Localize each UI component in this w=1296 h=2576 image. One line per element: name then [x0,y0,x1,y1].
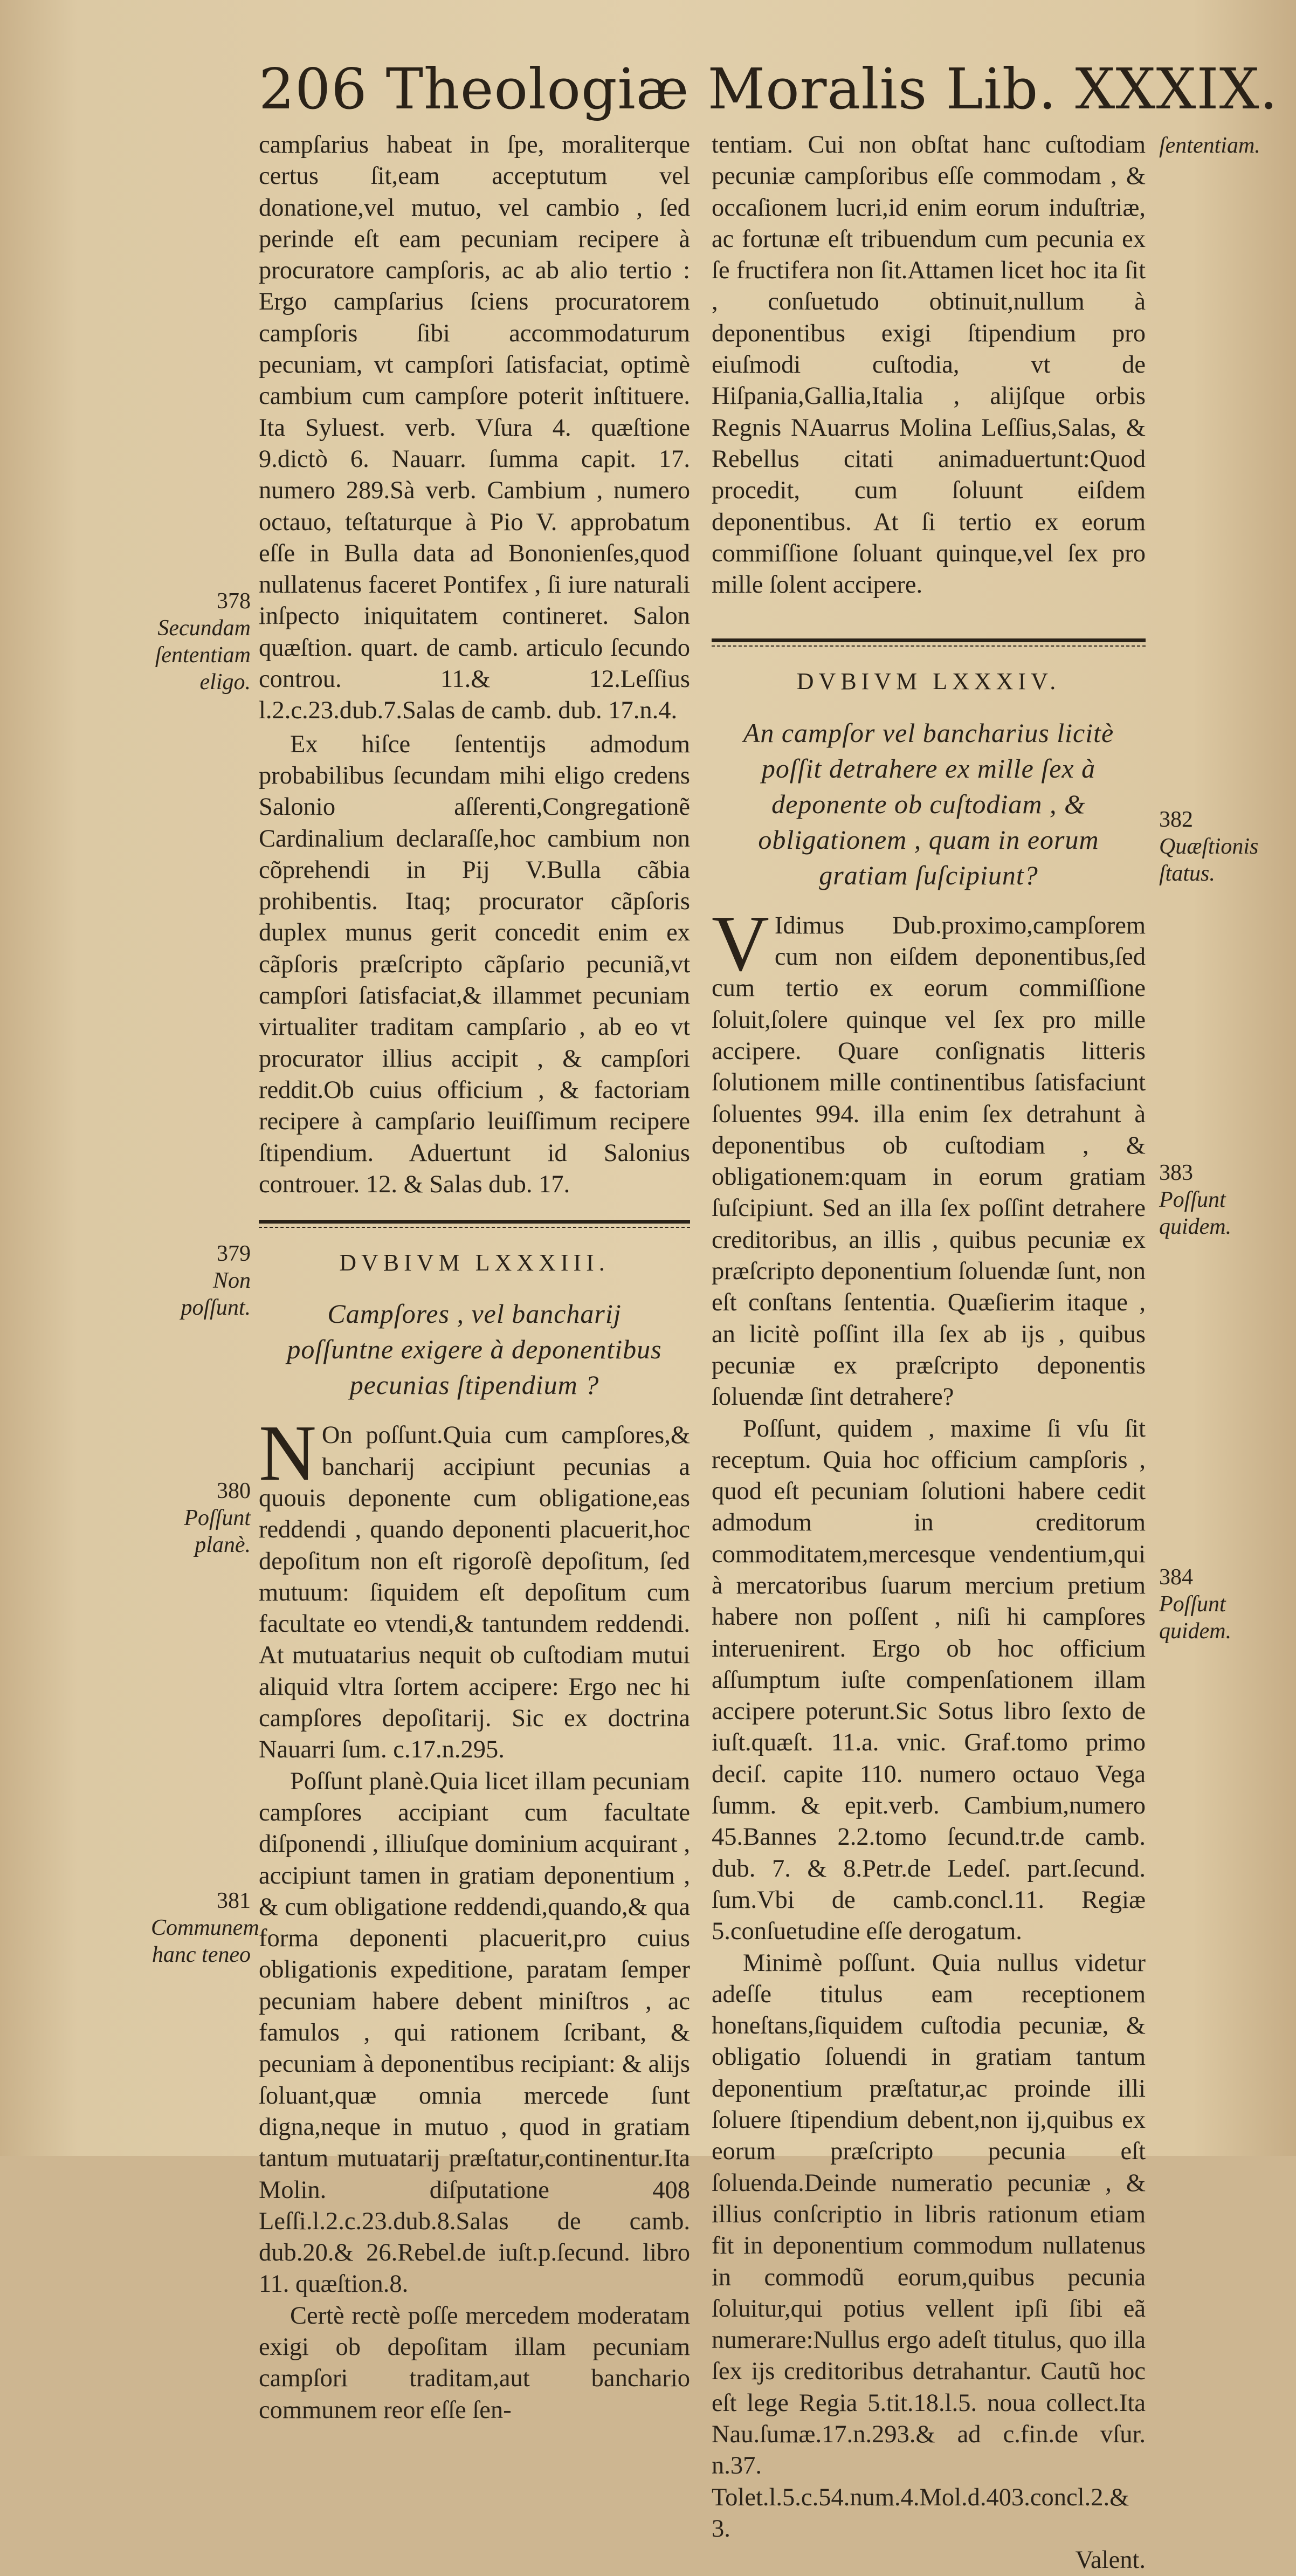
paragraph-381: Certè rectè poſſe mercedem moderatam exigi ob depoſitam illam pecuniam campſori traditam,aut banchario communem reor eſſe ſen- [259,2302,690,2424]
right-column [712,129,1146,2576]
paragraph-379 [259,1409,690,1766]
paragraph-383: Poſſunt, quidem , maxime ſi vſu ſit receptum. Quia hoc officium campſoris , quod eſt pecuniam ſolutioni habere cedit admodum in creditorum commoditatem,mercesque vendentium,qui à mercatoribus ſuarum mercium pretium habere non poſſent , niſi hi campſores interuenirent. Ergo ob hoc officium aſſumptum iuſte compenſationem illam accipere poterunt.Sic Sotus libro ſexto de iuſt.quæſt. 11.a. vnic. Graf.tomo primo deciſ. capite 110. numero octauo Vega ſumm. & epit.verb. Cambium,numero 45.Bannes 2.2.tomo ſecund.tr.de camb. dub. 7. & 8.Petr.de Ledeſ. part.ſecund. ſum.Vbi de camb.concl.11. Regiæ 5.conſuetudine eſſe derogatum. [712,1414,1146,1946]
drop-cap: N [259,1409,316,1498]
paragraph-384: Minimè poſſunt. Quia nullus videtur adeſſe titulus eam receptionem honeſtans,ſiquidem cuſtodia pecuniæ, & obligatio ſoluendi in gratiam tantum deponentium præſtatur,ac proinde illi ſoluere ſtipendium debent,non ij,quibus ex eorum præſcripto pecunia eſt ſoluenda.Deinde numeratio pecuniæ , & illius conſcriptio in libris rationum etiam fit in deponentium commodum nullatenus in commodũ eorum,quibus pecunia ſoluitur,qui potius vellent ipſi ſibi eã numerare:Nullus ergo adeſt titulus, quo illa ſex ijs creditoribus detrahantur. Cautũ hoc eſt lege Regia 5.tit.18.l.5. noua collect.Ita Nau.ſumæ.17.n.293.& ad c.fin.de vſur. n.37. Tolet.l.5.c.54.num.4.Mol.d.403.concl.2.& 3. [712,1949,1146,2543]
margin-note-sententiam: ſententiam. [1159,133,1260,158]
margin-note-383: 383 Poſſunt quidem. [1159,1160,1232,1239]
margin-note-378: 378 Secundam ſententiam eligo. [155,589,251,695]
paragraph-382 [712,899,1146,1413]
section-divider [259,1220,690,1228]
dubium-title: DVBIVM LXXXIII. [339,1249,610,1276]
paragraph-378: Ex hiſce ſententijs admodum probabilibus ſecundam mihi eligo credens Salonio aſſerenti,Congregationẽ Cardinalium declaraſſe,hoc cambium non cõprehendi in Pij V.Bulla cãbia prohibentis. Itaq; procurator cãpſoris duplex munus gerit concedit enim ex cãpſoris præſcripto cãpſario pecuniã,vt campſori ſatisfaciat,& illammet pecuniam virtualiter traditam campſario , ab eo vt procurator illius accipit , & campſori reddit.Ob cuius officium , & factoriam recipere à campſario leuiſſimum recipere ſtipendium. Aduertunt id Salonius controuer. 12. & Salas dub. 17. [259,730,690,1198]
paragraph-382-text: Idimus Dub.proximo,campſorem cum non eiſdem deponentibus,ſed cum tertio ex eorum commiſſione ſoluit,ſolere quinque vel ſex pro mille accipere. Quare conſignatis litteris ſolutionem mille continentibus ſatisfaciunt ſoluentes 994. illa enim ſex detrahunt à deponentibus ob cuſtodiam , & obligationem:quam in eorum gratiam ſuſcipiunt. Sed an illa ſex poſſint detrahere creditoribus, an illis , quibus pecuniæ ex præſcripto deponentium ſoluendæ ſunt, non eſt conſtans ſententia. Quæſierim itaque , an licitè poſſint illa ſex ab ijs , quibus pecuniæ ex præſcripto deponentis ſoluendæ ſint detrahere? [712,911,1146,1411]
running-head: 206 Theologiæ Moralis Lib. XXXIX. [259,56,1278,122]
margin-note-382: 382 Quæſtionis ſtatus. [1159,807,1259,886]
dubium-question: Campſores , vel bancharij poſſuntne exigere à deponentibus pecunias ſtipendium ? [287,1299,662,1400]
catchword: Valent. [1075,2546,1146,2574]
drop-cap: V [712,899,769,988]
left-column [259,129,690,2426]
margin-note-381: 381 Communem hanc teneo [151,1888,259,1967]
dubium-question: An campſor vel bancharius licitè poſſit detrahere ex mille ſex à deponente ob cuſtodiam , & obligationem , quam in eorum gratiam ſuſcipiunt? [743,717,1114,890]
left-top-paragraph: campſarius habeat in ſpe, moraliterque certus ſit,eam acceptutum vel donatione,vel mutuo, vel cambio , ſed perinde eſt eam pecuniam recipere à procuratore campſoris, ac ab alio tertio : Ergo campſarius ſciens procuratorem campſoris ſibi accommodaturum pecuniam, vt campſori ſatisfaciat, optimè cambium cum campſore poterit inſtituere. Ita Syluest. verb. Vſura 4. quæſtione 9.dictò 6. Nauarr. ſumma capit. 17. numero 289.Sà verb. Cambium , numero octauo, teſtaturque à Pio V. approbatum eſſe in Bulla data ad Bononienſes,quod nullatenus faceret Pontifex , ſi iure naturali inſpecto iniquitatem contineret. Salon quæſtion. quart. de camb. articulo ſecundo controu. 11.& 12.Leſſius l.2.c.23.dub.7.Salas de camb. dub. 17.n.4. [259,131,690,725]
margin-note-384: 384 Poſſunt quidem. [1159,1565,1232,1644]
margin-note-379: 379 Non poſſunt. [181,1241,251,1320]
paragraph-380: Poſſunt planè.Quia licet illam pecuniam campſores accipiant cum facultate diſponendi , illiuſque dominium acquirant , accipiunt tamen in gratiam deponentium , & cum obligatione reddendi,quando,& qua forma deponenti placuerit,pro cuius obligationis expeditione, paratam ſemper pecuniam habere debent miniſtros , ac famulos , qui rationem ſcribant, & pecuniam à deponentibus recipiant: & alijs ſoluant,quæ omnia mercede ſunt digna,neque in mutuo , quod in gratiam tantum mutuatarij præſtatur,continentur.Ita Molin. diſputatione 408 Leſſi.l.2.c.23.dub.8.Salas de camb. dub.20.& 26.Rebel.de iuſt.p.ſecund. libro 11. quæſtion.8. [259,1767,690,2298]
dubium-title: DVBIVM LXXXIV. [796,668,1061,695]
section-divider [712,638,1146,647]
right-top-paragraph: tentiam. Cui non obſtat hanc cuſtodiam pecuniæ campſoribus eſſe commodam , & occaſionem lucri,id enim eorum induſtriæ, ac fortunæ eſt tribuendum cum pecunia ex ſe fructifera non ſit.Attamen licet hoc ita ſit , conſuetudo obtinuit,nullum à deponentibus exigi ſtipendium pro eiuſmodi cuſtodia, vt de Hiſpania,Gallia,Italia , alijſque orbis Regnis NAuarrus Molina Leſſius,Salas, & Rebellus citati animaduertunt:Quod procedit, cum ſoluunt eiſdem deponentibus. At ſi tertio ex eorum commiſſione ſoluant quinque,vel ſex pro mille ſolent accipere. [712,131,1146,599]
margin-note-380: 380 Poſſunt planè. [184,1479,251,1557]
paragraph-379-text: On poſſunt.Quia cum campſores,& bancharij accipiunt pecunias a quouis deponente cum obligatione,eas reddendi , quando deponenti placuerit,hoc depoſitum non eſt rigoroſè depoſitum, ſed mutuum: ſiquidem eſt depoſitum cum facultate eo vtendi,& tantundem reddendi. At mutuatarius nequit ob cuſtodiam mutui aliquid vltra ſortem accipere: Ergo nec hi campſores depoſitarij. Sic ex doctrina Nauarri ſum. c.17.n.295. [259,1421,690,1764]
